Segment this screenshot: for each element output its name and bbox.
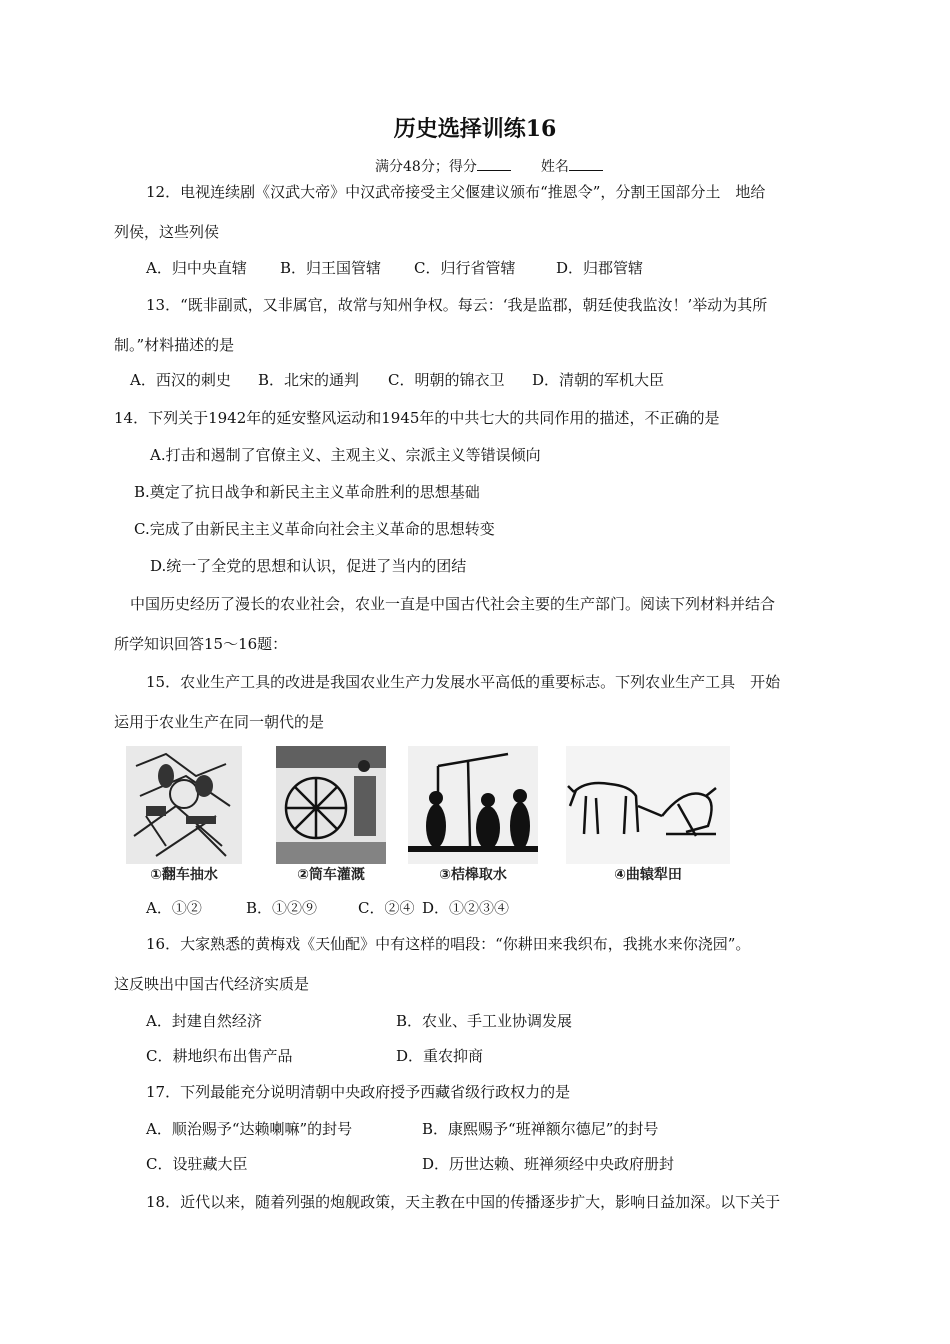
q15-option-c: C．②④ [358,899,415,917]
q16-option-d: D．重农抑商 [396,1047,484,1065]
q12-option-d: D．归郡管辖 [556,259,644,277]
figure-quyuanli [566,746,730,886]
q13-stem-line1: 13．“既非副贰，又非属官，故常与知州争权。每云：‘我是监郡，朝廷使我监汝！’举动为其所 [146,296,768,314]
q17-option-c: C．设驻藏大臣 [146,1155,248,1173]
intro-line2: 所学知识回答15～16题： [114,635,288,653]
q14-option-c: C.完成了由新民主主义革命向社会主义革命的思想转变 [134,520,495,538]
jiegao-illustration [408,746,538,864]
q18-stem: 18．近代以来，随着列强的炮舰政策，天主教在中国的传播逐步扩大，影响日益加深。以下关于 [146,1193,781,1211]
name-label: 姓名 [540,159,569,175]
q12-stem-line1: 12．电视连续剧《汉武大帝》中汉武帝接受主父偃建议颁布“推恩令”，分割王国部分土 地给 [146,183,766,201]
q13-option-b: B．北宋的通判 [258,371,360,389]
q14-option-b: B.奠定了抗日战争和新民主主义革命胜利的思想基础 [134,483,480,501]
caption-1: ①翻车抽水 [150,867,218,883]
q17-option-d: D．历世达赖、班禅须经中央政府册封 [422,1155,675,1173]
figure-jiegao [408,746,538,886]
q16-stem-line1: 16．大家熟悉的黄梅戏《天仙配》中有这样的唱段：“你耕田来我织布，我挑水来你浇园”。 [146,935,751,953]
q13-stem-line2: 制。”材料描述的是 [114,336,235,354]
page-title: 历史选择训练16 [393,116,557,142]
q16-stem-line2: 这反映出中国古代经济实质是 [114,975,310,993]
quyuanli-illustration [566,746,730,864]
farm-tools-figure [126,746,730,886]
q16-option-a: A．封建自然经济 [146,1012,262,1030]
q15-option-d: D．①②③④ [422,899,510,917]
q15-stem-line2: 运用于农业生产在同一朝代的是 [114,713,325,731]
score-blank [477,156,511,171]
name-blank [569,156,603,171]
q16-option-b: B．农业、手工业协调发展 [396,1012,573,1030]
q16-option-c: C．耕地织布出售产品 [146,1047,293,1065]
figure-fanche [126,746,242,886]
tongche-illustration [276,746,386,864]
q17-option-a: A．顺治赐予“达赖喇嘛”的封号 [146,1120,353,1138]
q13-option-d: D．清朝的军机大臣 [532,371,665,389]
caption-2: ②筒车灌溉 [297,867,365,883]
q13-option-a: A．西汉的刺史 [130,371,231,389]
caption-4: ④曲辕犁田 [614,867,682,883]
q13-option-c: C．明朝的锦衣卫 [388,371,505,389]
full-score-label: 满分48分；得分 [375,159,477,175]
score-line [375,156,603,176]
q12-stem-line2: 列侯，这些列侯 [114,223,220,241]
q17-stem: 17．下列最能充分说明清朝中央政府授予西藏省级行政权力的是 [146,1083,571,1101]
fanche-illustration [126,746,242,864]
q14-option-a: A.打击和遏制了官僚主义、主观主义、宗派主义等错误倾向 [150,446,541,464]
q15-stem-line1: 15．农业生产工具的改进是我国农业生产力发展水平高低的重要标志。下列农业生产工具 开始 [146,673,781,691]
q14-option-d: D.统一了全党的思想和认识，促进了当内的团结 [150,557,467,575]
figure-tongche [276,746,386,886]
q15-option-b: B．①②⑨ [246,899,318,917]
q12-option-c: C．归行省管辖 [414,259,516,277]
intro-line1: 中国历史经历了漫长的农业社会，农业一直是中国古代社会主要的生产部门。阅读下列材料并结合 [130,595,776,613]
q12-option-a: A．归中央直辖 [146,259,247,277]
q17-option-b: B．康熙赐予“班禅额尔德尼”的封号 [422,1120,659,1138]
q12-option-b: B．归王国管辖 [280,259,382,277]
caption-3: ③桔槔取水 [439,867,507,883]
q15-option-a: A．①② [146,899,202,917]
q14-stem: 14．下列关于1942年的延安整风运动和1945年的中共七大的共同作用的描述，不正确的是 [114,409,720,427]
